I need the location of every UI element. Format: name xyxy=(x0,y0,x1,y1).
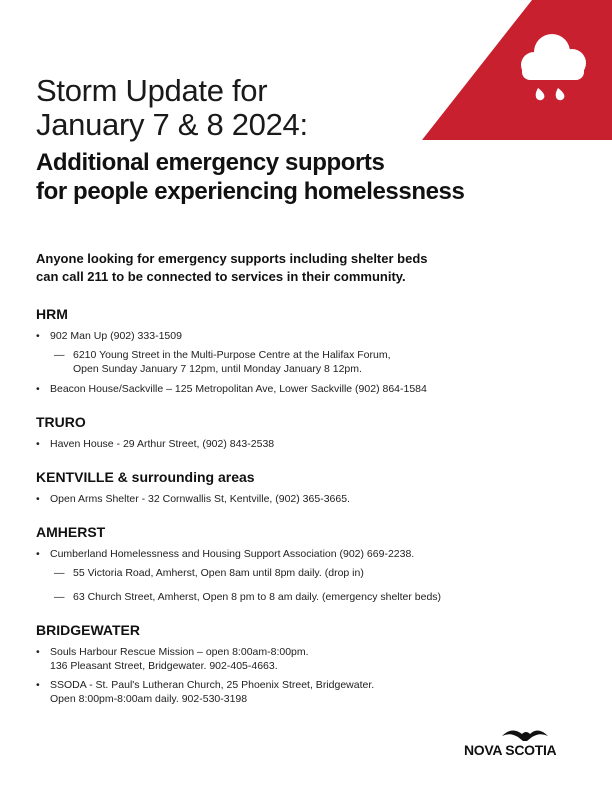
title-line-2: January 7 & 8 2024: xyxy=(36,107,308,142)
bullet-icon: • xyxy=(36,383,40,395)
section-heading-truro: TRURO xyxy=(36,414,86,430)
section-bridgewater xyxy=(36,621,576,706)
sub-item-line-1: 6210 Young Street in the Multi-Purpose Centre at the Halifax Forum, xyxy=(73,349,391,361)
section-kentville xyxy=(36,468,576,506)
list-item xyxy=(36,645,576,673)
item-text: 902 Man Up (902) 333-1509 xyxy=(50,330,182,342)
intro-line-2: can call 211 to be connected to services in their community. xyxy=(36,269,406,284)
section-heading-hrm: HRM xyxy=(36,306,68,322)
sub-list-item xyxy=(36,348,576,376)
dash-icon: — xyxy=(54,567,65,579)
sub-item-text: 55 Victoria Road, Amherst, Open 8am until 8pm daily. (drop in) xyxy=(73,567,364,579)
list-item xyxy=(36,329,576,343)
corner-accent-triangle xyxy=(422,0,612,140)
item-line-1: Souls Harbour Rescue Mission – open 8:00am-8:00pm. xyxy=(50,646,309,658)
subtitle-line-2: for people experiencing homelessness xyxy=(36,178,465,205)
item-line-2: Open 8:00pm-8:00am daily. 902-530-3198 xyxy=(50,693,248,705)
item-line-2: 136 Pleasant Street, Bridgewater. 902-405-4663. xyxy=(50,660,278,672)
bullet-icon: • xyxy=(36,548,40,560)
list-item xyxy=(36,437,576,451)
list-item xyxy=(36,678,576,706)
list-item xyxy=(36,382,576,396)
bullet-icon: • xyxy=(36,646,40,658)
bullet-icon: • xyxy=(36,330,40,342)
page-title xyxy=(36,74,308,142)
bullet-icon: • xyxy=(36,679,40,691)
dash-icon: — xyxy=(54,349,65,361)
osprey-logo-icon xyxy=(500,724,550,742)
item-text: Open Arms Shelter - 32 Cornwallis St, Kentville, (902) 365-3665. xyxy=(50,493,350,505)
section-heading-amherst: AMHERST xyxy=(36,524,106,540)
bullet-icon: • xyxy=(36,438,40,450)
list-item xyxy=(36,547,576,561)
intro-paragraph xyxy=(36,250,556,286)
item-text: Cumberland Homelessness and Housing Support Association (902) 669-2238. xyxy=(50,548,415,560)
item-text: Haven House - 29 Arthur Street, (902) 843-2538 xyxy=(50,438,275,450)
locations-list xyxy=(36,305,576,723)
logo-text: NOVA SCOTIA xyxy=(464,742,557,758)
page-subtitle xyxy=(36,148,464,206)
nova-scotia-logo xyxy=(464,724,576,758)
title-line-1: Storm Update for xyxy=(36,73,268,108)
subtitle-line-1: Additional emergency supports xyxy=(36,149,385,176)
section-truro xyxy=(36,413,576,451)
section-amherst xyxy=(36,523,576,604)
section-hrm xyxy=(36,305,576,396)
sub-item-text: 63 Church Street, Amherst, Open 8 pm to 8 am daily. (emergency shelter beds) xyxy=(73,591,442,603)
sub-list-item xyxy=(36,590,576,604)
dash-icon: — xyxy=(54,591,65,603)
bullet-icon: • xyxy=(36,493,40,505)
section-heading-bridgewater: BRIDGEWATER xyxy=(36,622,140,638)
sub-item-line-2: Open Sunday January 7 12pm, until Monday January 8 12pm. xyxy=(73,363,362,375)
list-item xyxy=(36,492,576,506)
section-heading-kentville: KENTVILLE & surrounding areas xyxy=(36,469,255,485)
sub-list-item xyxy=(36,566,576,580)
item-text: Beacon House/Sackville – 125 Metropolitan Ave, Lower Sackville (902) 864-1584 xyxy=(50,383,427,395)
intro-line-1: Anyone looking for emergency supports including shelter beds xyxy=(36,251,428,266)
item-line-1: SSODA - St. Paul's Lutheran Church, 25 Phoenix Street, Bridgewater. xyxy=(50,679,375,691)
